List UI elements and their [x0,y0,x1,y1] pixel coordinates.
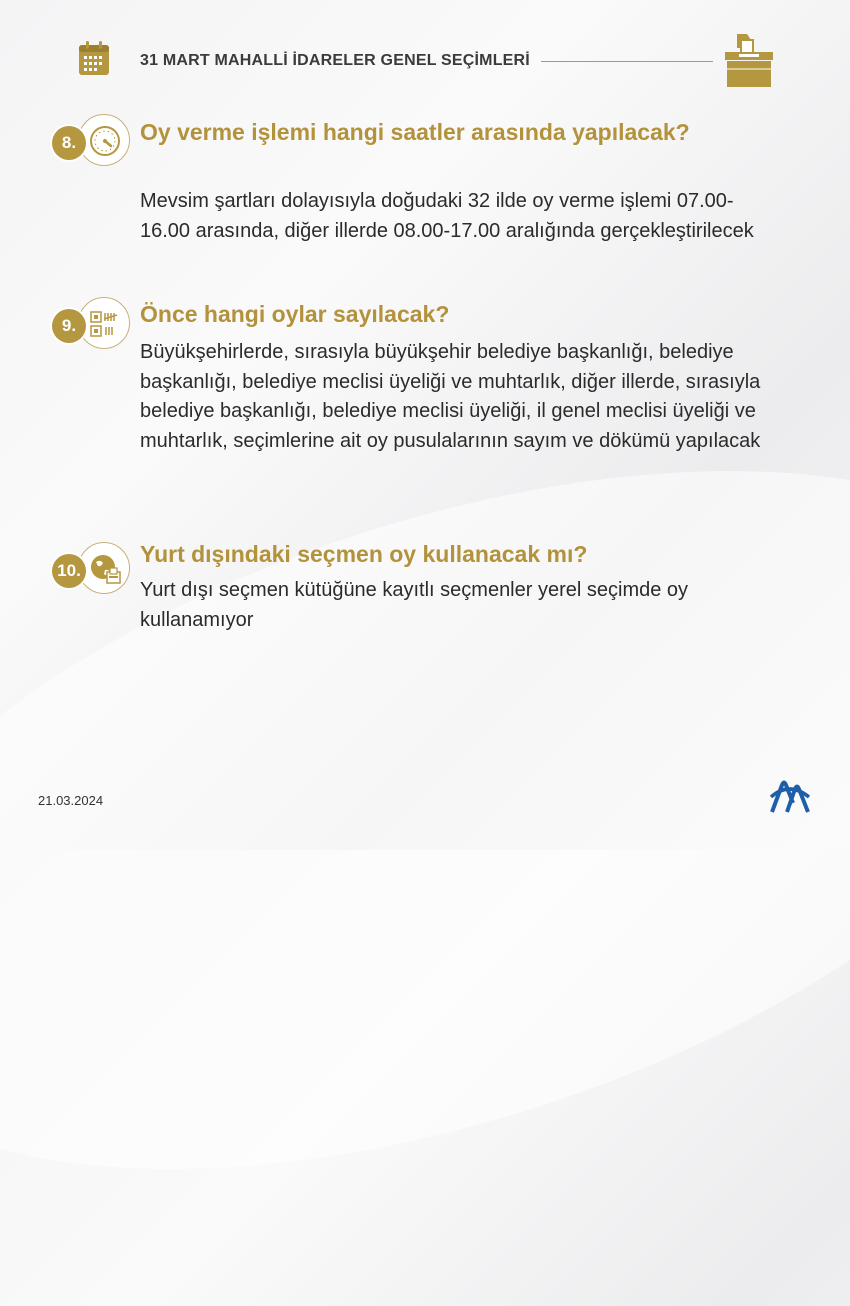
publish-date: 21.03.2024 [38,793,104,808]
background-sweep [0,334,850,1306]
question-number: 10. [52,554,86,588]
question-title: Yurt dışındaki seçmen oy kullanacak mı? [140,541,588,567]
header [78,38,778,88]
header-divider [541,61,713,62]
clock-icon [88,124,122,158]
question-title: Oy verme işlemi hangi saatler arasında yapılacak? [140,119,690,145]
question-answer: Büyükşehirlerde, sırasıyla büyükşehir belediye başkanlığı, belediye başkanlığı, belediye meclisi üyeliği ve muhtarlık, diğer illerde, sırasıyla belediye başkanlığı, belediye meclisi üyeliği, il genel meclisi üyeliği ve muhtarlık, seçimlerine ait oy pusulalarının sayım ve dökümü yapılacak [140,341,761,452]
question-title: Önce hangi oylar sayılacak? [140,301,450,327]
page-title: 31 MART MAHALLİ İDARELER GENEL SEÇİMLERİ [140,52,530,69]
question-answer: Mevsim şartları dolayısıyla doğudaki 32 ilde oy verme işlemi 07.00-16.00 arasında, diğer illerde 08.00-17.00 aralığında gerçekleştirilecek [140,190,754,242]
question-answer: Yurt dışı seçmen kütüğüne kayıtlı seçmenler yerel seçimde oy kullanamıyor [140,579,689,631]
question-number: 8. [52,126,86,160]
ballot-box-icon [723,30,775,88]
vote-count-icon [88,307,122,341]
anadolu-agency-logo-icon [769,775,811,815]
calendar-icon [78,40,110,76]
globe-ballot-icon [88,552,122,586]
question-number: 9. [52,309,86,343]
